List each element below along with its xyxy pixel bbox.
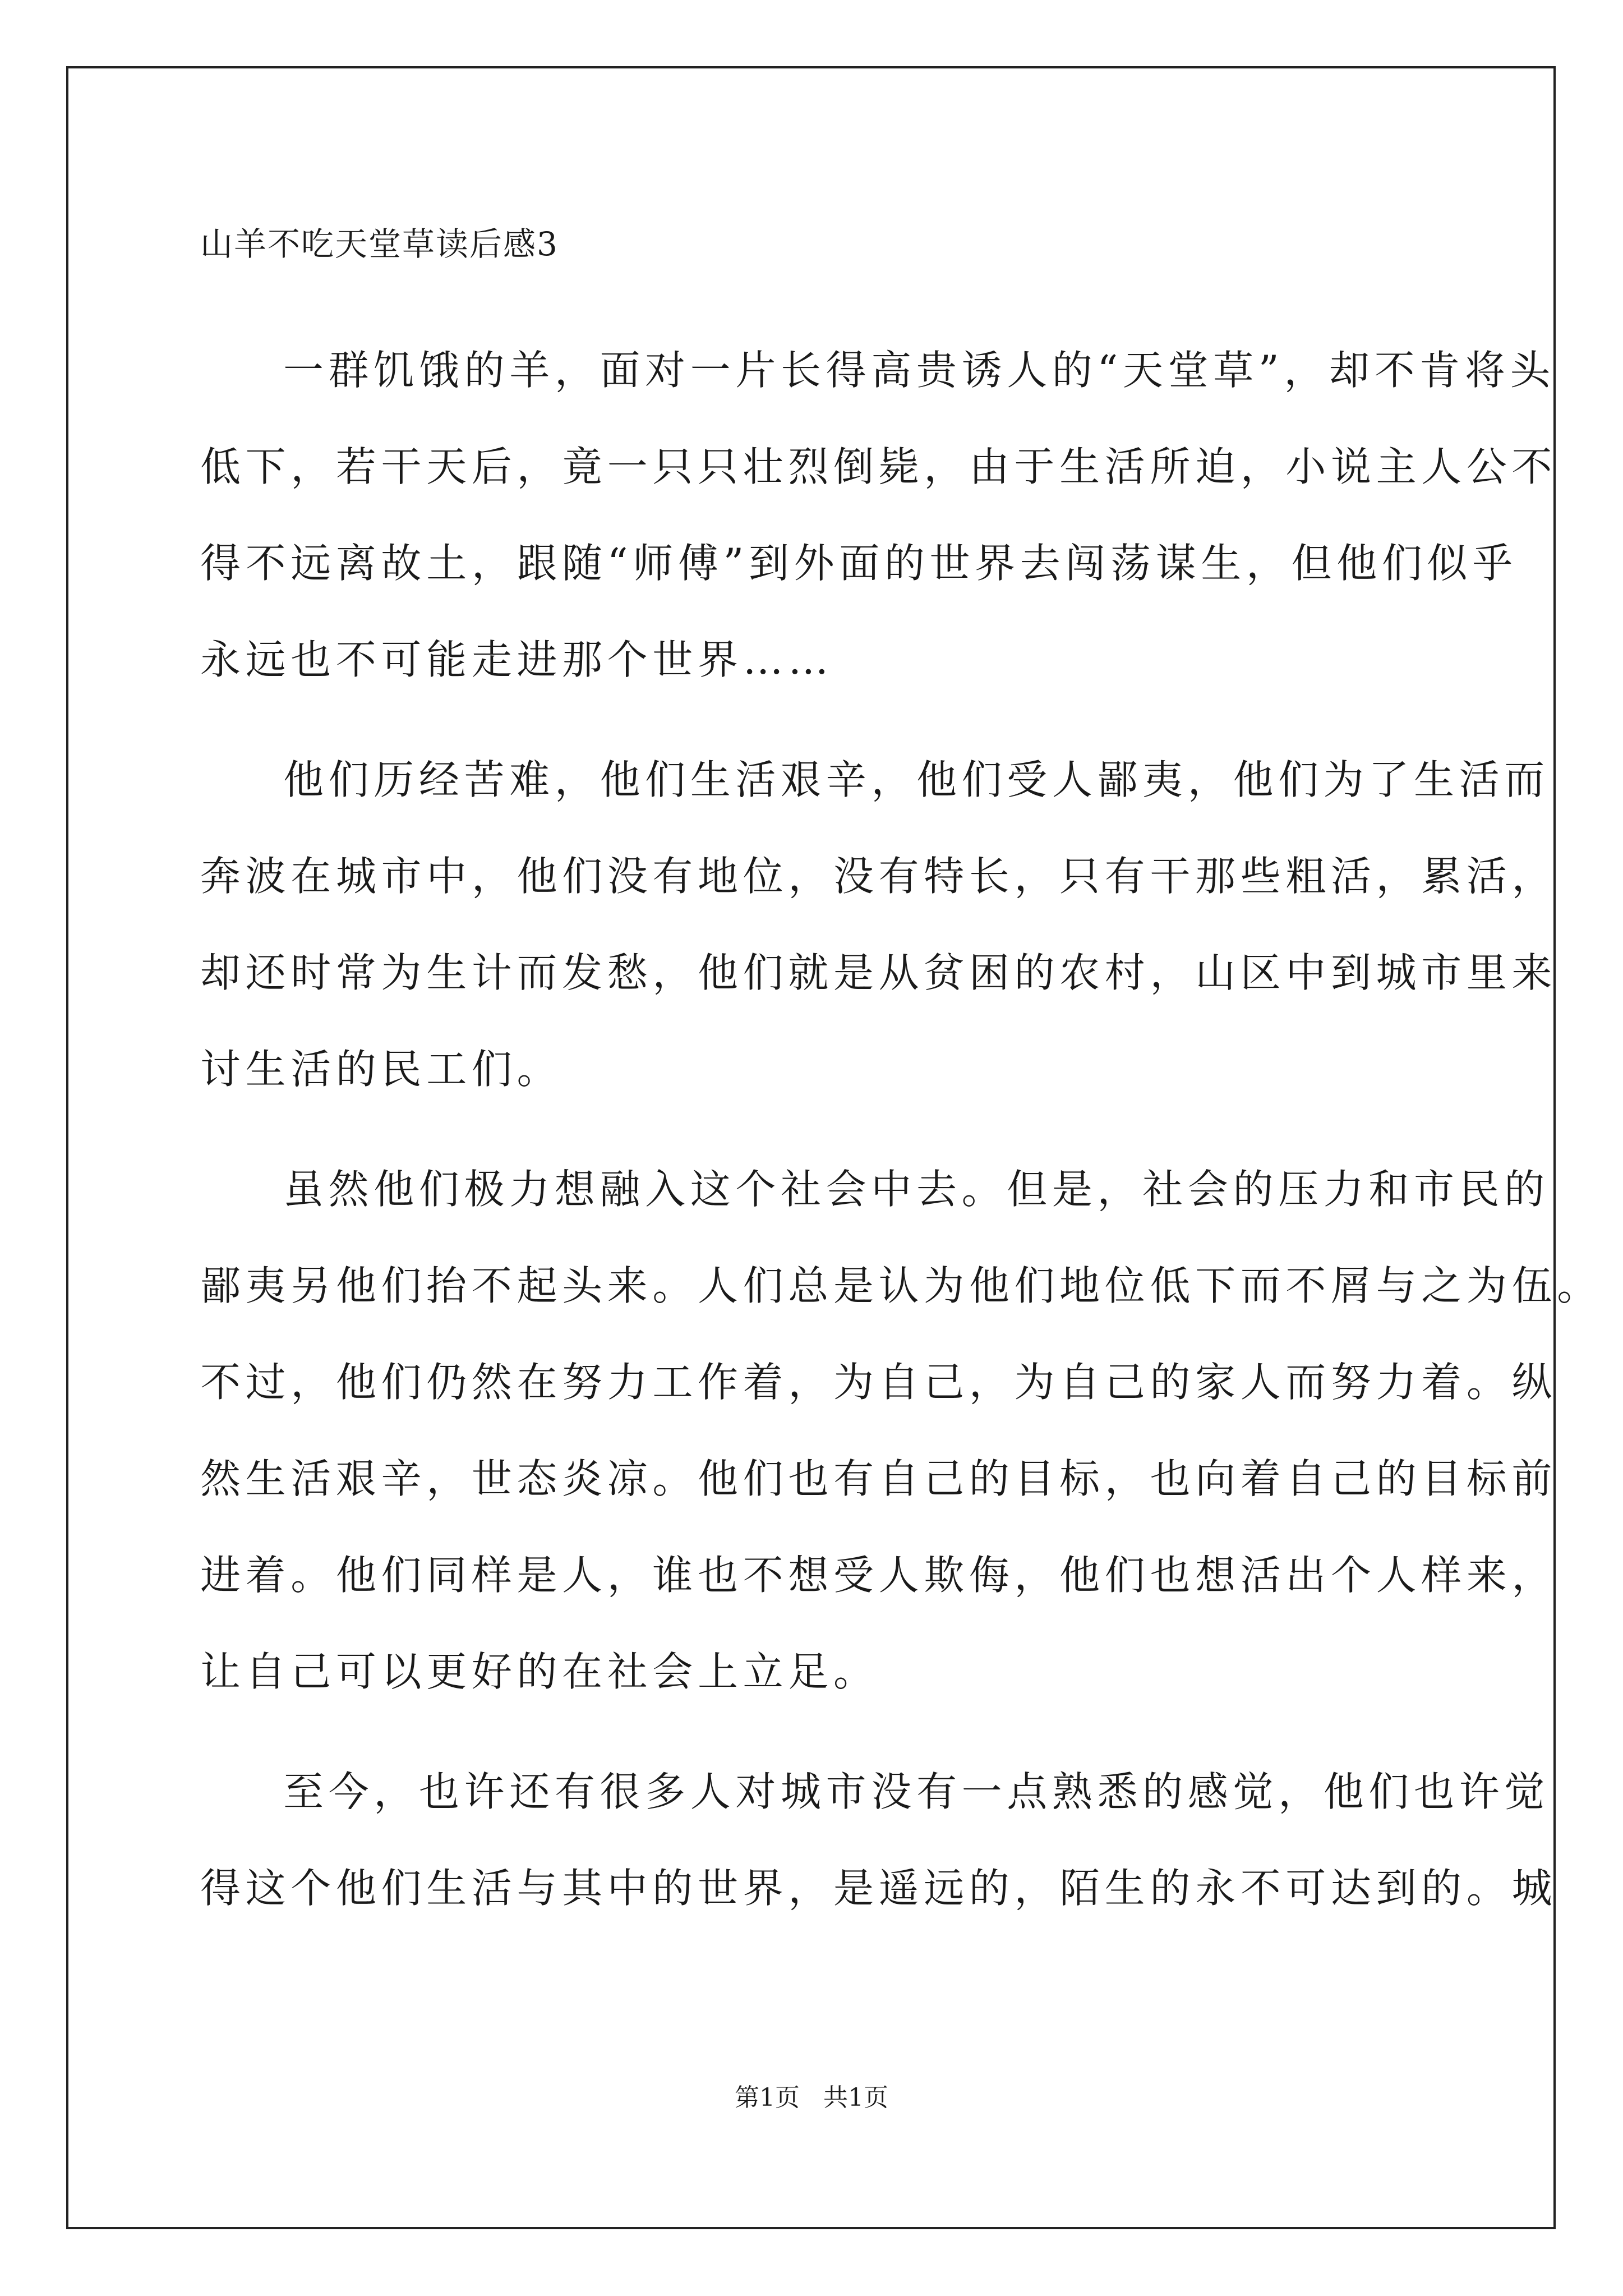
- paragraph-3-line-6: 让自己可以更好的在社会上立足。: [200, 1648, 879, 1695]
- paragraph-2-line-4: 讨生活的民工们。: [200, 1046, 562, 1093]
- paragraph-4-line-1: 至今，也许还有很多人对城市没有一点熟悉的感觉，他们也许觉: [283, 1768, 1550, 1815]
- paragraph-1-line-4: 永远也不可能走进那个世界……: [200, 636, 833, 683]
- paragraph-2-line-1: 他们历经苦难，他们生活艰辛，他们受人鄙夷，他们为了生活而: [283, 756, 1550, 803]
- paragraph-1-line-3: 得不远离故土，跟随“师傅”到外面的世界去闯荡谋生，但他们似乎: [200, 540, 1518, 587]
- paragraph-2-line-2: 奔波在城市中，他们没有地位，没有特长，只有干那些粗活，累活，: [200, 853, 1557, 900]
- paragraph-3-line-2: 鄙夷另他们抬不起头来。人们总是认为他们地位低下而不屑与之为伍。: [200, 1262, 1602, 1309]
- paragraph-1-line-1: 一群饥饿的羊，面对一片长得高贵诱人的“天堂草”，却不肯将头: [283, 347, 1556, 394]
- paragraph-3-line-5: 进着。他们同样是人，谁也不想受人欺侮，他们也想活出个人样来，: [200, 1552, 1557, 1599]
- paragraph-1-line-2: 低下，若干天后，竟一只只壮烈倒毙，由于生活所迫，小说主人公不: [200, 443, 1557, 490]
- paragraph-3-line-1: 虽然他们极力想融入这个社会中去。但是，社会的压力和市民的: [283, 1166, 1550, 1213]
- paragraph-4-line-2: 得这个他们生活与其中的世界，是遥远的，陌生的永不可达到的。城: [200, 1865, 1557, 1912]
- paragraph-3-line-4: 然生活艰辛，世态炎凉。他们也有自己的目标，也向着自己的目标前: [200, 1455, 1557, 1502]
- paragraph-3-line-3: 不过，他们仍然在努力工作着，为自己，为自己的家人而努力着。纵: [200, 1359, 1557, 1406]
- paragraph-2-line-3: 却还时常为生计而发愁，他们就是从贫困的农村，山区中到城市里来: [200, 949, 1557, 996]
- document-title: 山羊不吃天堂草读后感3: [200, 225, 559, 263]
- page-number-footer: 第1页 共1页: [735, 2083, 888, 2112]
